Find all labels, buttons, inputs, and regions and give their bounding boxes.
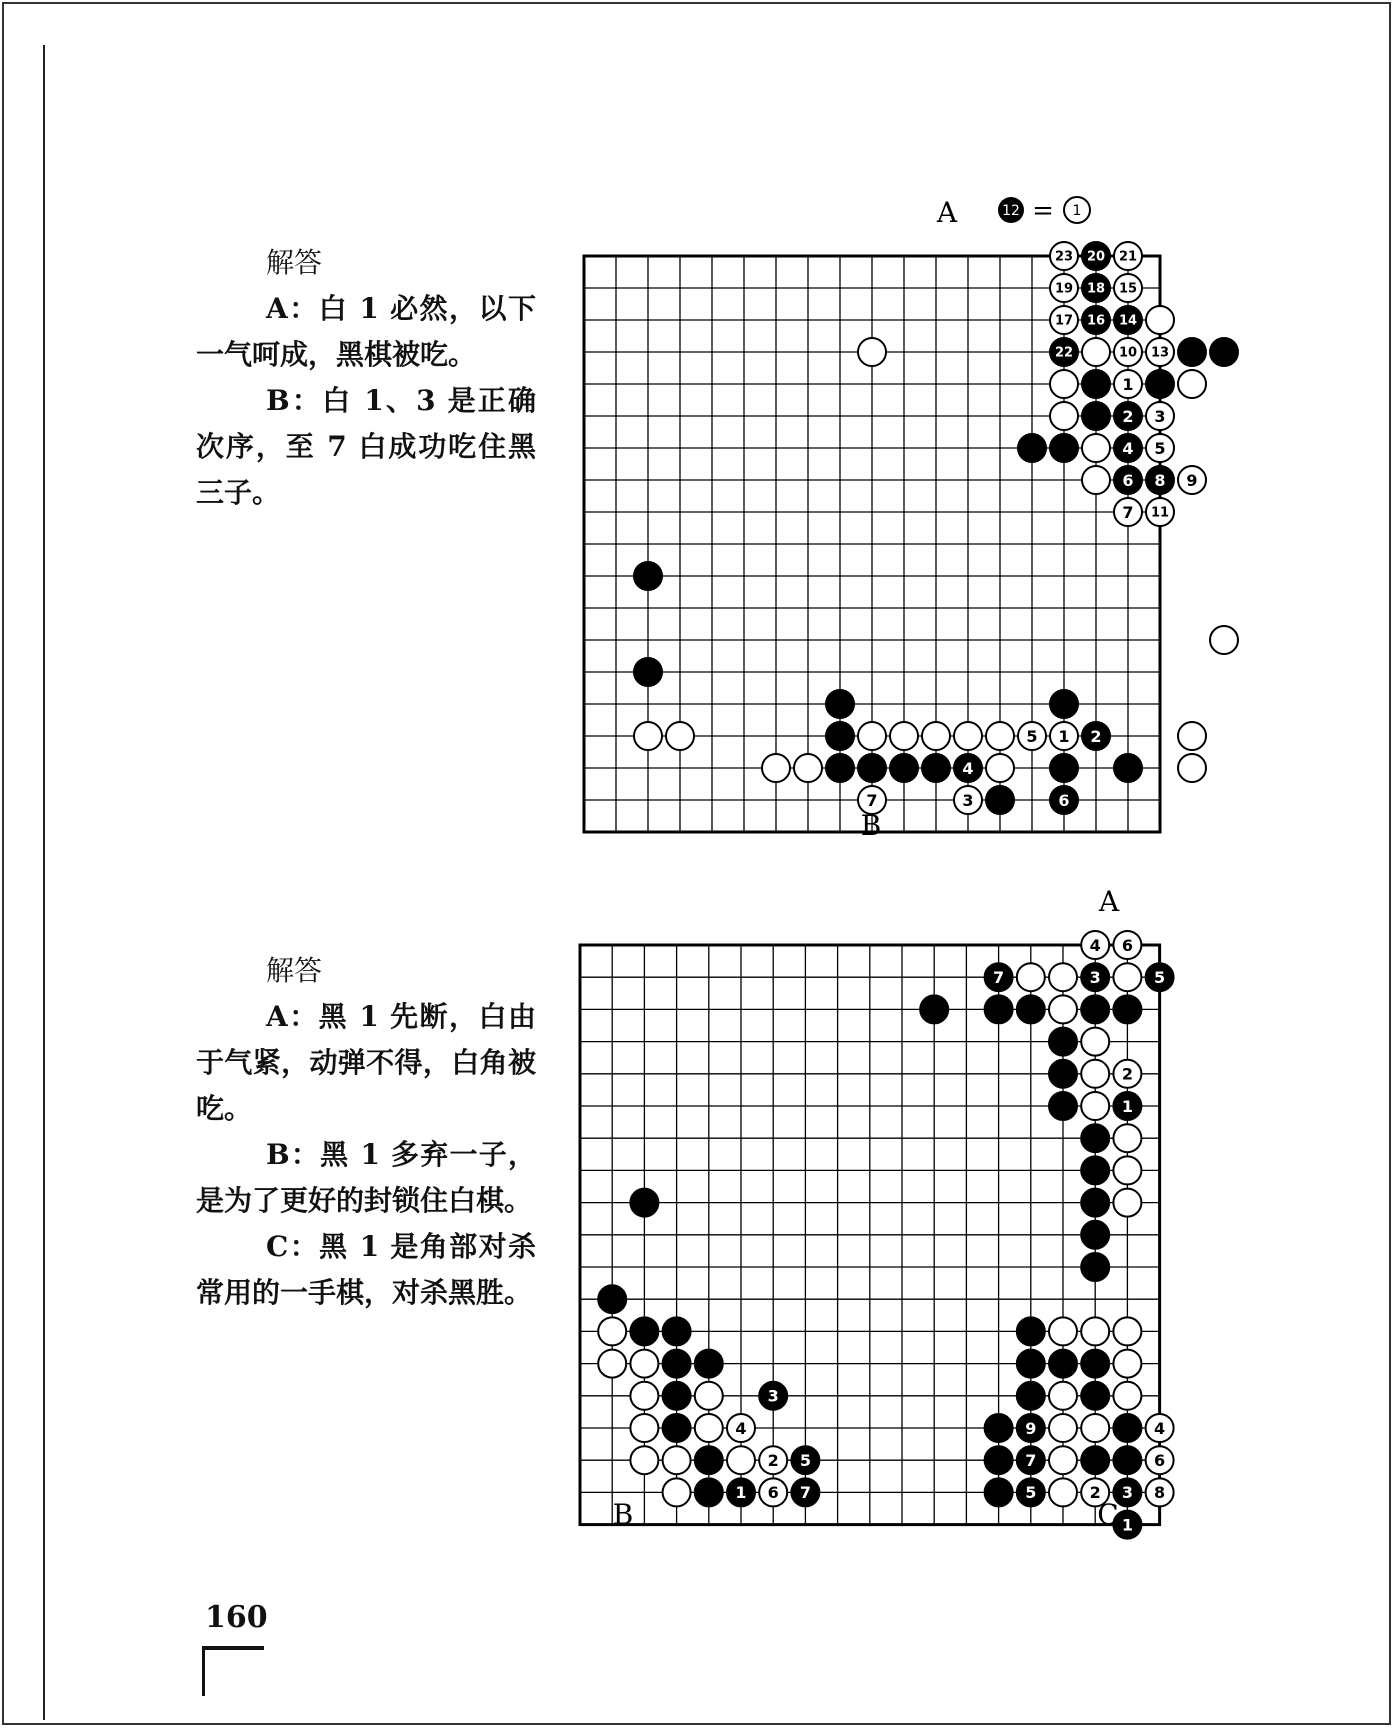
bottom-black-stone	[1081, 1382, 1109, 1410]
bottom-move-number: 6	[767, 1483, 779, 1503]
top-move-number: 1	[1058, 726, 1070, 746]
bottom-black-stone	[695, 1446, 723, 1474]
bottom-move-number: 4	[735, 1418, 747, 1438]
top-move-number: 22	[1054, 345, 1074, 361]
bottom-white-stone	[1113, 1156, 1141, 1184]
top-move-number: 19	[1054, 281, 1074, 297]
bottom-white-stone	[1049, 1478, 1077, 1506]
bottom-black-stone	[663, 1317, 691, 1345]
top-move-number: 10	[1118, 345, 1138, 361]
bottom-white-stone	[663, 1446, 691, 1474]
bottom-black-stone	[1113, 995, 1141, 1023]
bottom-black-stone	[695, 1478, 723, 1506]
bottom-answer-b: B：黑 1 多弃一子，是为了更好的封锁住白棋。	[196, 1138, 536, 1217]
top-move-number: 3	[1154, 406, 1166, 426]
top-label-b: B	[860, 809, 882, 842]
note-white-stone-number: 1	[1072, 203, 1082, 219]
bottom-move-number: 6	[1154, 1450, 1166, 1470]
top-move-number: 23	[1054, 249, 1074, 265]
bottom-white-stone	[598, 1317, 626, 1345]
top-move-number: 5	[1026, 726, 1038, 746]
bottom-black-stone	[1081, 1221, 1109, 1249]
top-move-number: 6	[1122, 470, 1134, 490]
note-black-stone-number: 12	[1002, 203, 1020, 219]
top-move-number: 7	[1122, 502, 1134, 522]
bottom-move-number: 5	[1154, 967, 1166, 987]
top-move-number: 15	[1118, 281, 1138, 297]
bottom-label-b: B	[612, 1498, 634, 1531]
top-move-number: 7	[866, 790, 878, 810]
bottom-move-number: 2	[767, 1450, 779, 1470]
top-move-number: 14	[1118, 313, 1138, 329]
bottom-white-stone	[1081, 1060, 1109, 1088]
bottom-move-number: 4	[1154, 1418, 1166, 1438]
bottom-black-stone	[1081, 1446, 1109, 1474]
bottom-white-stone	[1049, 963, 1077, 991]
top-answer-a: A：白 1 必然，以下一气呵成，黑棋被吃。	[196, 292, 536, 371]
top-move-number: 17	[1054, 313, 1074, 329]
top-move-number: 2	[1122, 406, 1134, 426]
bottom-move-number: 5	[799, 1450, 811, 1470]
bottom-black-stone	[1081, 1156, 1109, 1184]
bottom-move-number: 7	[799, 1483, 811, 1503]
bottom-black-stone	[695, 1350, 723, 1378]
bottom-label-a: A	[1098, 885, 1120, 918]
bottom-move-number: 4	[1089, 935, 1101, 955]
bottom-move-number: 1	[1121, 1096, 1133, 1116]
bottom-move-number: 6	[1121, 935, 1133, 955]
bottom-white-stone	[1113, 1382, 1141, 1410]
bottom-white-stone	[630, 1414, 658, 1442]
bottom-black-stone	[985, 1414, 1013, 1442]
bottom-black-stone	[663, 1414, 691, 1442]
top-move-number: 20	[1086, 249, 1106, 265]
bottom-black-stone	[1049, 1092, 1077, 1120]
top-move-number: 1	[1122, 374, 1134, 394]
bottom-white-stone	[1081, 1414, 1109, 1442]
bottom-black-stone	[1081, 1189, 1109, 1217]
top-move-number: 13	[1150, 345, 1170, 361]
bottom-black-stone	[630, 1189, 658, 1217]
bottom-black-stone	[1113, 1414, 1141, 1442]
bottom-white-stone	[1049, 1446, 1077, 1474]
bottom-white-stone	[1049, 995, 1077, 1023]
top-label-a: A	[936, 196, 958, 229]
bottom-white-stone	[1113, 1124, 1141, 1152]
top-move-number: 8	[1154, 470, 1166, 490]
bottom-black-stone	[1017, 1350, 1045, 1378]
bottom-black-stone	[920, 995, 948, 1023]
bottom-white-stone	[727, 1446, 755, 1474]
bottom-black-stone	[985, 995, 1013, 1023]
bottom-black-stone	[630, 1317, 658, 1345]
bottom-white-stone	[598, 1350, 626, 1378]
bottom-white-stone	[1049, 1317, 1077, 1345]
top-move-number: 16	[1086, 313, 1106, 329]
bottom-black-stone	[1049, 1350, 1077, 1378]
bottom-white-stone	[1113, 1189, 1141, 1217]
bottom-move-number: 7	[993, 967, 1005, 987]
top-move-number: 5	[1154, 438, 1166, 458]
bottom-white-stone	[630, 1382, 658, 1410]
bottom-white-stone	[630, 1446, 658, 1474]
bottom-black-stone	[663, 1350, 691, 1378]
bottom-black-stone	[663, 1382, 691, 1410]
bottom-white-stone	[630, 1350, 658, 1378]
bottom-move-number: 5	[1025, 1483, 1037, 1503]
bottom-black-stone	[1113, 1446, 1141, 1474]
top-heading: 解答	[266, 246, 323, 279]
bottom-white-stone	[1049, 1382, 1077, 1410]
bottom-heading: 解答	[266, 954, 323, 987]
top-move-number: 4	[962, 758, 974, 778]
bottom-move-number: 1	[1121, 1515, 1133, 1535]
bottom-move-number: 7	[1025, 1450, 1037, 1470]
top-move-number: 21	[1118, 249, 1138, 265]
bottom-move-number: 2	[1089, 1483, 1101, 1503]
bottom-white-stone	[695, 1382, 723, 1410]
bottom-move-number: 9	[1025, 1418, 1037, 1438]
bottom-white-stone	[1113, 1350, 1141, 1378]
bottom-black-stone	[1081, 995, 1109, 1023]
bottom-white-stone	[1081, 1092, 1109, 1120]
bottom-black-stone	[1017, 1317, 1045, 1345]
top-answer-b: B：白 1、3 是正确次序，至 7 白成功吃住黑三子。	[196, 384, 536, 509]
top-move-number: 4	[1122, 438, 1134, 458]
bottom-black-stone	[1081, 1124, 1109, 1152]
bottom-black-stone	[985, 1478, 1013, 1506]
bottom-move-number: 3	[1089, 967, 1101, 987]
bottom-move-number: 2	[1121, 1064, 1133, 1084]
bottom-answer-a: A：黑 1 先断，白由于气紧，动弹不得，白角被吃。	[196, 1000, 536, 1125]
bottom-black-stone	[1081, 1350, 1109, 1378]
bottom-black-stone	[985, 1446, 1013, 1474]
bottom-label-c: C	[1097, 1498, 1119, 1531]
bottom-move-number: 3	[1121, 1483, 1133, 1503]
corner-mark-vertical	[202, 1646, 205, 1696]
top-move-number: 18	[1086, 281, 1106, 297]
bottom-move-number: 3	[767, 1386, 779, 1406]
top-move-number: 11	[1150, 505, 1170, 521]
bottom-black-stone	[1081, 1253, 1109, 1281]
bottom-white-stone	[1049, 1414, 1077, 1442]
corner-mark-horizontal	[202, 1646, 264, 1650]
bottom-black-stone	[1017, 995, 1045, 1023]
bottom-white-stone	[1017, 963, 1045, 991]
bottom-white-stone	[1113, 1317, 1141, 1345]
top-move-number: 2	[1090, 726, 1102, 746]
top-move-number: 3	[962, 790, 974, 810]
bottom-black-stone	[1049, 1028, 1077, 1056]
bottom-answer-c: C：黑 1 是角部对杀常用的一手棋，对杀黑胜。	[196, 1230, 536, 1309]
page-number: 160	[205, 1600, 268, 1635]
top-move-number: 6	[1058, 790, 1070, 810]
bottom-white-stone	[1113, 963, 1141, 991]
bottom-black-stone	[1049, 1060, 1077, 1088]
bottom-black-stone	[1017, 1382, 1045, 1410]
note-equals: =	[1032, 196, 1054, 226]
top-move-number: 9	[1186, 470, 1198, 490]
bottom-move-number: 1	[735, 1483, 747, 1503]
bottom-move-number: 8	[1154, 1483, 1166, 1503]
bottom-black-stone	[598, 1285, 626, 1313]
bottom-white-stone	[1081, 1028, 1109, 1056]
bottom-white-stone	[1081, 1317, 1109, 1345]
bottom-white-stone	[695, 1414, 723, 1442]
bottom-white-stone	[663, 1478, 691, 1506]
